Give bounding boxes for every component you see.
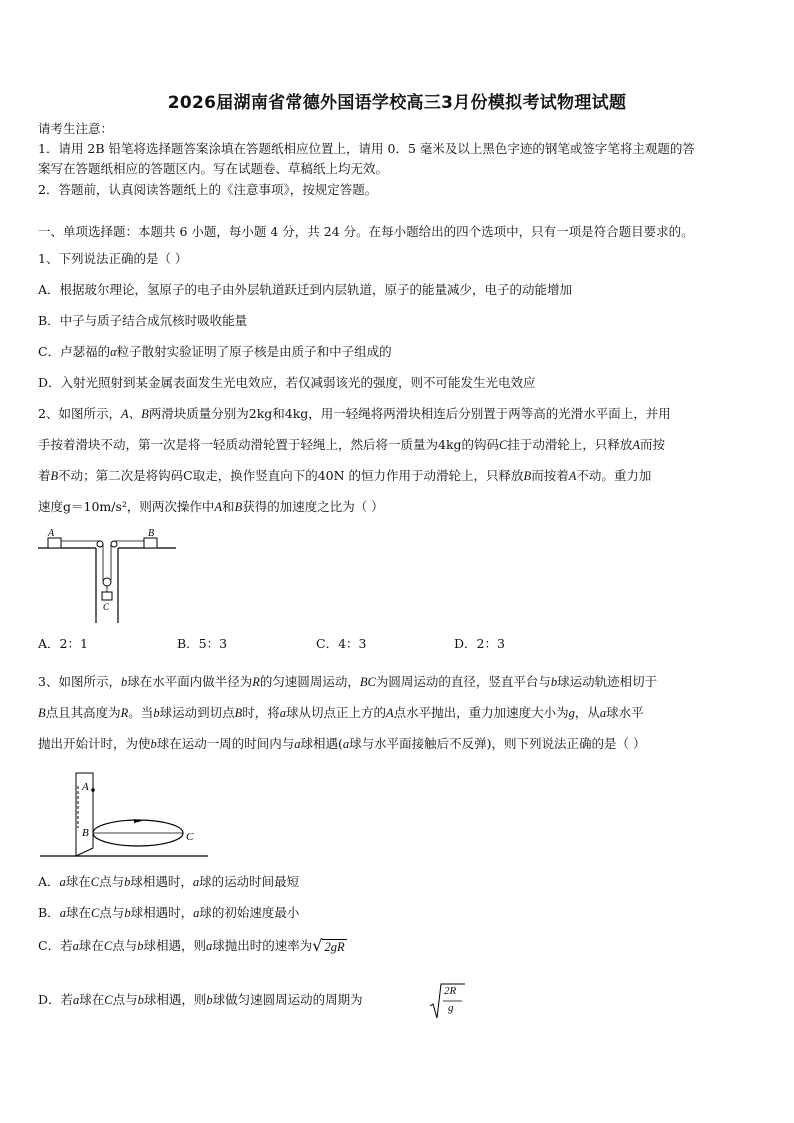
section-heading: 一、单项选择题：本题共 6 小题，每小题 4 分，共 24 分。在每小题给出的四个选项中，只有一项是符合题目要求的。	[38, 224, 694, 239]
q1-option-c: C．卢瑟福的α粒子散射实验证明了原子核是由质子和中子组成的	[38, 344, 392, 359]
q2-pulley-figure	[38, 528, 178, 623]
q2-line-4: 速度g＝10m/s²，则两次操作中A和B获得的加速度之比为（ ）	[38, 499, 384, 514]
q3-option-c: C．若a球在C点与b球相遇，则a球抛出时的速率为√ 2gR	[38, 936, 345, 955]
q2-line-3: 着B不动；第二次是将钩码C取走，换作竖直向下的40N 的恒力作用于动滑轮上，只释放B而按着A不动。重力加	[38, 468, 652, 483]
svg-text:B: B	[148, 528, 155, 539]
q3-line-3: 抛出开始计时，为使b球在运动一周的时间内与a球相遇(a球与水平面接触后不反弹)，则下列说法正确的是（ ）	[38, 736, 646, 751]
q3-line-2: B点且其高度为R。当b球运动到切点B时，将a球从切点正上方的A点水平抛出，重力加速度大小为g，从a球水平	[38, 705, 644, 720]
q1-option-b: B．中子与质子结合成氘核时吸收能量	[38, 313, 248, 328]
q1-stem: 1、下列说法正确的是（ ）	[38, 251, 188, 266]
q1-option-a: A．根据玻尔理论，氢原子的电子由外层轨道跃迁到内层轨道，原子的能量减少，电子的动能增加	[38, 282, 573, 297]
svg-text:B: B	[82, 827, 89, 839]
q2-option-b: B．5：3	[177, 636, 228, 651]
q3-circular-motion-figure	[38, 768, 213, 868]
sqrt-2gR: √ 2gR	[312, 936, 345, 955]
q3-option-a: A．a球在C点与b球相遇时，a球的运动时间最短	[38, 874, 300, 889]
page-title: 2026届湖南省常德外国语学校高三3月份模拟考试物理试题	[167, 93, 627, 113]
svg-text:A: A	[48, 528, 55, 539]
q3-option-b: B．a球在C点与b球相遇时，a球的初始速度最小	[38, 905, 300, 920]
svg-text:C: C	[186, 831, 194, 843]
notice-item-1b: 案写在答题纸相应的答题区内。写在试题卷、草稿纸上均无效。	[38, 161, 389, 176]
q2-option-c: C．4：3	[316, 636, 367, 651]
q2-option-a: A．2：1	[38, 636, 88, 651]
svg-text:C: C	[103, 602, 110, 612]
q2-line-2: 手按着滑块不动，第一次是将一轻质动滑轮置于轻绳上，然后将一质量为4kg的钩码C挂于动滑轮上，只释放A而按	[38, 437, 666, 452]
svg-text:A: A	[82, 781, 89, 793]
q2-option-d: D．2：3	[454, 636, 505, 651]
notice-item-2: 2．答题前，认真阅读答题纸上的《注意事项》，按规定答题。	[38, 182, 378, 197]
q3-option-d: D．若a球在C点与b球相遇，则b球做匀速圆周运动的周期为	[38, 992, 363, 1007]
notice-heading: 请考生注意：	[38, 121, 114, 136]
q2-line-1: 2、如图所示，A、B两滑块质量分别为2kg和4kg，用一轻绳将两滑块相连后分别置于两等高的光滑水平面上，并用	[38, 406, 671, 421]
q3-line-1: 3、如图所示，b球在水平面内做半径为R的匀速圆周运动，BC为圆周运动的直径，竖直平台与b球运动轨迹相切于	[38, 674, 658, 689]
q1-option-d: D．入射光照射到某金属表面发生光电效应，若仅减弱该光的强度，则不可能发生光电效应	[38, 375, 536, 390]
notice-item-1a: 1．请用 2B 铅笔将选择题答案涂填在答题纸相应位置上，请用 0．5 毫米及以上黑色字迹的钢笔或签字笔将主观题的答	[38, 141, 695, 156]
